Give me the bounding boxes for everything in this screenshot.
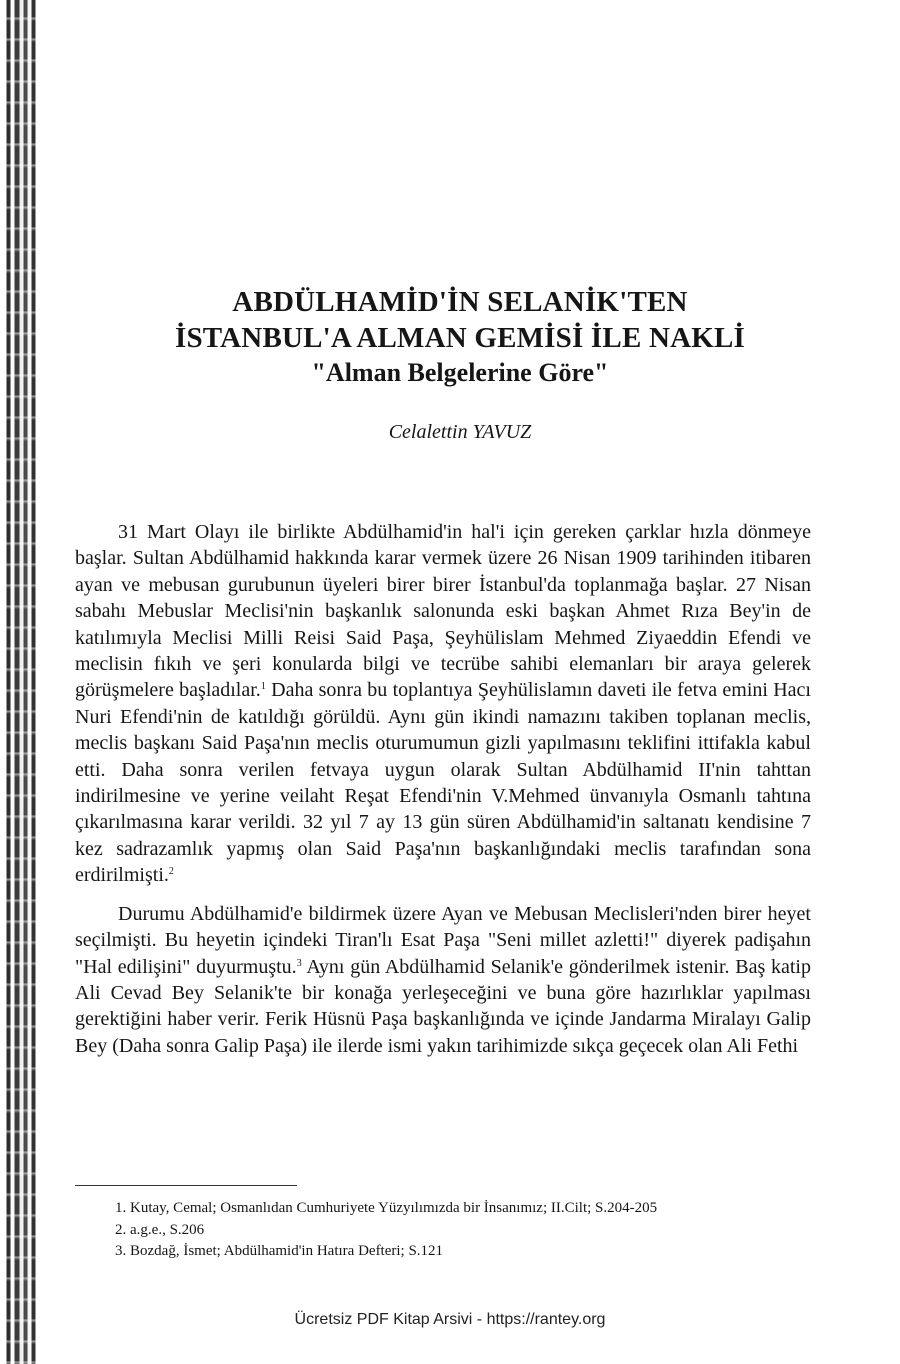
- site-footer: Ücretsiz PDF Kitap Arsivi - https://rantey.org: [294, 1311, 606, 1328]
- paragraph-1: [75, 519, 811, 889]
- subtitle: "Alman Belgelerine Göre": [311, 358, 609, 387]
- footnote-ref-2: 2: [168, 866, 174, 878]
- footnotes: [115, 1198, 815, 1263]
- footnote-1: 1. Kutay, Cemal; Osmanlıdan Cumhuriyete Yüzyılımızda bir İnsanımız; II.Cilt; S.204-205: [115, 1200, 658, 1216]
- paragraph-2-part-1: Durumu Abdülhamid'e bildirmek üzere Ayan ve Mebusan Meclisleri'nden birer heyet seçilmişti. Bu heyetin içindeki Tiran'lı Esat Paşa "Seni millet azletti!" diyerek padişahın "Hal edilişini" duyurmuştu.: [75, 902, 811, 978]
- footnote-ref-3: 3: [296, 957, 302, 969]
- paragraph-2: [75, 901, 811, 1059]
- title-block: [120, 284, 800, 390]
- footnote-ref-1: 1: [260, 681, 266, 693]
- footnote-2: 2. a.g.e., S.206: [115, 1221, 205, 1238]
- author-name: Celalettin YAVUZ: [388, 421, 532, 443]
- article-body: [75, 519, 811, 1059]
- paragraph-1-part-1: 31 Mart Olayı ile birlikte Abdülhamid'in hal'i için gereken çarklar hızla dönmeye başlar. Sultan Abdülhamid hakkında karar vermek üzere 26 Nisan 1909 tarihinden itibaren ayan ve mebusan gurubunun üyeleri birer birer İstanbul'da toplanmağa başlar. 27 Nisan sabahı Mebuslar Meclisi'nin başkanlık salonunda eski başkan Ahmet Rıza Bey'in de katılımıyla Meclisi Milli Reisi Said Paşa, Şeyhülislam Mehmed Ziyaeddin Efendi ve meclisin fıkıh ve şeri konularda bilgi ve tecrübe sahibi elemanları bir araya gelerek görüşmelere başladılar.: [75, 521, 811, 702]
- footnote-separator: [75, 1185, 297, 1186]
- paragraph-2-part-2: Aynı gün Abdülhamid Selanik'e gönderilmek istenir. Baş katip Ali Cevad Bey Selanik'te bir konağa yerleşeceğini ve buna göre hazırlıklar yapılması gerektiğini haber verir. Ferik Hüsnü Paşa başkanlığında ve içinde Jandarma Miralayı Galip Bey (Daha sonra Galip Paşa) ile ilerde ismi yakın tarihimizde sıkça geçecek olan Ali Fethi: [75, 955, 811, 1057]
- footnote-3: 3. Bozdağ, İsmet; Abdülhamid'in Hatıra Defteri; S.121: [115, 1243, 444, 1259]
- title-line-1: ABDÜLHAMİD'İN SELANİK'TEN: [232, 286, 688, 318]
- binding-speckle: [0, 0, 38, 1364]
- paragraph-1-part-2: Daha sonra bu toplantıya Şeyhülislamın daveti ile fetva emini Hacı Nuri Efendi'nin de katıldığı görüldü. Aynı gün ikindi namazını takiben toplanan meclis, meclis başkanı Said Paşa'nın meclis oturumumun gizli yapılmasını teklifini ittifakla kabul etti. Daha sonra verilen fetvaya uygun olarak Sultan Abdülhamid II'nin tahttan indirilmesine ve yerine veilaht Reşat Efendi'nin V.Mehmed ünvanıyla Osmanlı tahtına çıkarılmasına karar verildi. 32 yıl 7 ay 13 gün süren Abdülhamid'in saltanatı kendisine 7 kez sadrazamlık yapmış olan Said Paşa'nın başkanlığındaki meclis tarafından sona erdirilmişti.: [75, 679, 811, 887]
- title-line-2: İSTANBUL'A ALMAN GEMİSİ İLE NAKLİ: [174, 322, 746, 354]
